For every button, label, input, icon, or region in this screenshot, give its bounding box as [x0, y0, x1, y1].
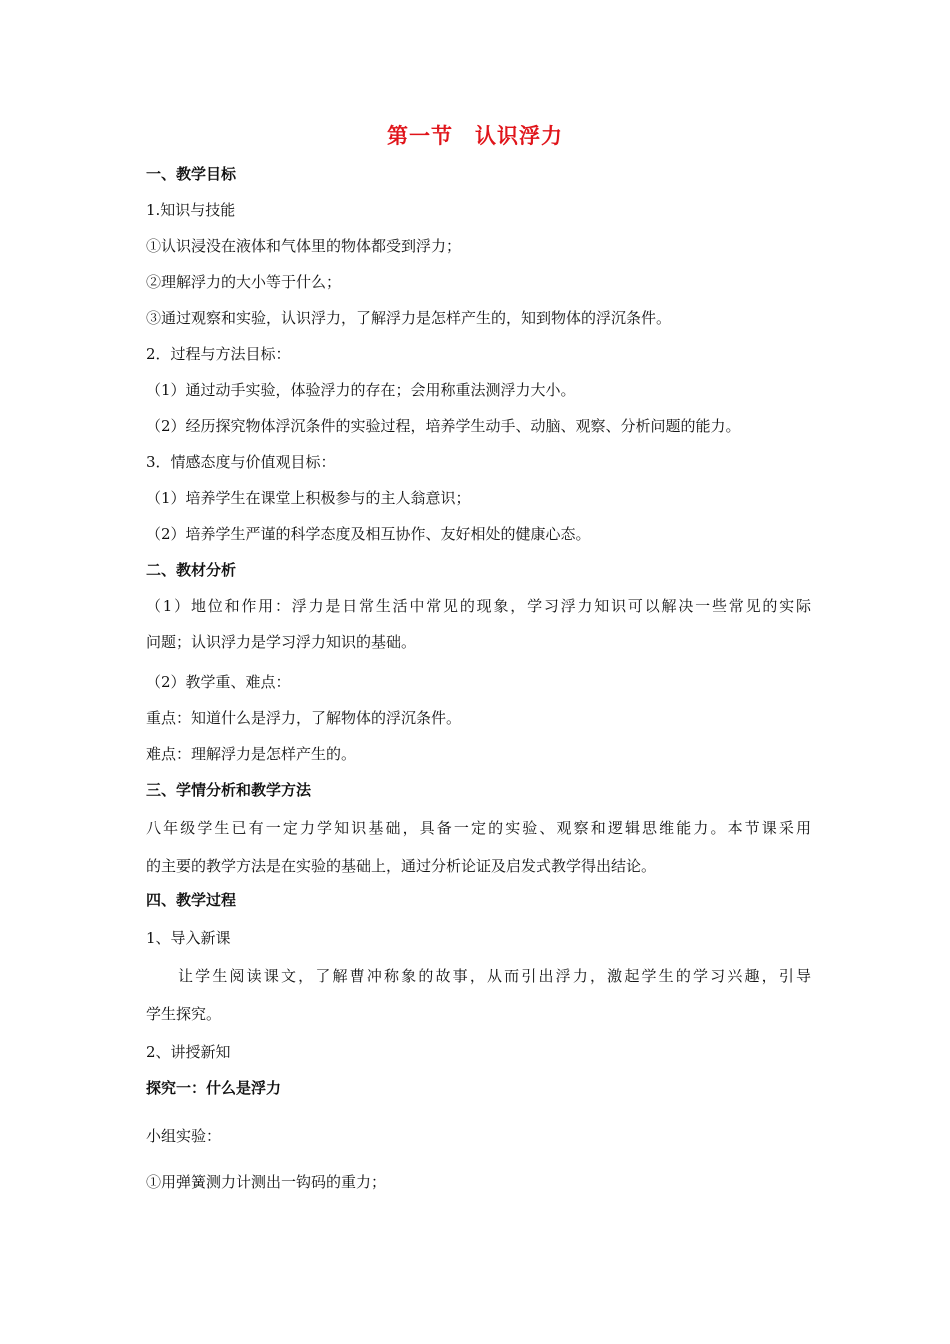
process-item-1: （1）通过动手实验，体验浮力的存在；会用称重法测浮力大小。 [146, 381, 576, 399]
section-heading-teaching-goals: 一、教学目标 [146, 165, 237, 183]
material-paragraph-line-2: 问题；认识浮力是学习浮力知识的基础。 [146, 633, 417, 651]
process-item-2: （2）经历探究物体浮沉条件的实验过程，培养学生动手、动脑、观察、分析问题的能力。 [146, 417, 741, 435]
step-heading-intro: 1、导入新课 [146, 929, 231, 947]
subheading-knowledge-skills: 1.知识与技能 [146, 201, 236, 219]
goal-item-3: ③通过观察和实验，认识浮力，了解浮力是怎样产生的，知到物体的浮沉条件。 [146, 309, 672, 327]
material-key-difficult-heading: （2）教学重、难点： [146, 673, 291, 691]
group-experiment-item-1: ①用弹簧测力计测出一钩码的重力； [146, 1173, 387, 1191]
student-analysis-line-1: 八年级学生已有一定力学知识基础，具备一定的实验、观察和逻辑思维能力。本节课采用 [146, 819, 811, 837]
goal-item-1: ①认识浸没在液体和气体里的物体都受到浮力； [146, 237, 462, 255]
goal-item-2: ②理解浮力的大小等于什么； [146, 273, 342, 291]
intro-paragraph-line-2: 学生探究。 [146, 1005, 222, 1023]
subheading-emotion-values: 3．情感态度与价值观目标： [146, 453, 336, 471]
inquiry-heading-1: 探究一：什么是浮力 [146, 1079, 282, 1097]
emotion-item-1: （1）培养学生在课堂上积极参与的主人翁意识； [146, 489, 471, 507]
intro-paragraph-line-1: 让学生阅读课文，了解曹冲称象的故事，从而引出浮力，激起学生的学习兴趣，引导 [178, 967, 811, 985]
section-heading-student-analysis: 三、学情分析和教学方法 [146, 781, 312, 799]
material-difficult-point: 难点：理解浮力是怎样产生的。 [146, 745, 357, 763]
group-experiment-label: 小组实验： [146, 1127, 222, 1145]
section-heading-teaching-process: 四、教学过程 [146, 891, 237, 909]
step-heading-new-knowledge: 2、讲授新知 [146, 1043, 231, 1061]
subheading-process-method: 2．过程与方法目标： [146, 345, 291, 363]
material-key-point: 重点：知道什么是浮力，了解物体的浮沉条件。 [146, 709, 462, 727]
student-analysis-line-2: 的主要的教学方法是在实验的基础上，通过分析论证及启发式教学得出结论。 [146, 857, 657, 875]
section-heading-material-analysis: 二、教材分析 [146, 561, 237, 579]
emotion-item-2: （2）培养学生严谨的科学态度及相互协作、友好相处的健康心态。 [146, 525, 591, 543]
material-paragraph-line-1: （1）地位和作用：浮力是日常生活中常见的现象，学习浮力知识可以解决一些常见的实际 [146, 597, 811, 615]
document-title: 第一节 认识浮力 [387, 124, 563, 148]
